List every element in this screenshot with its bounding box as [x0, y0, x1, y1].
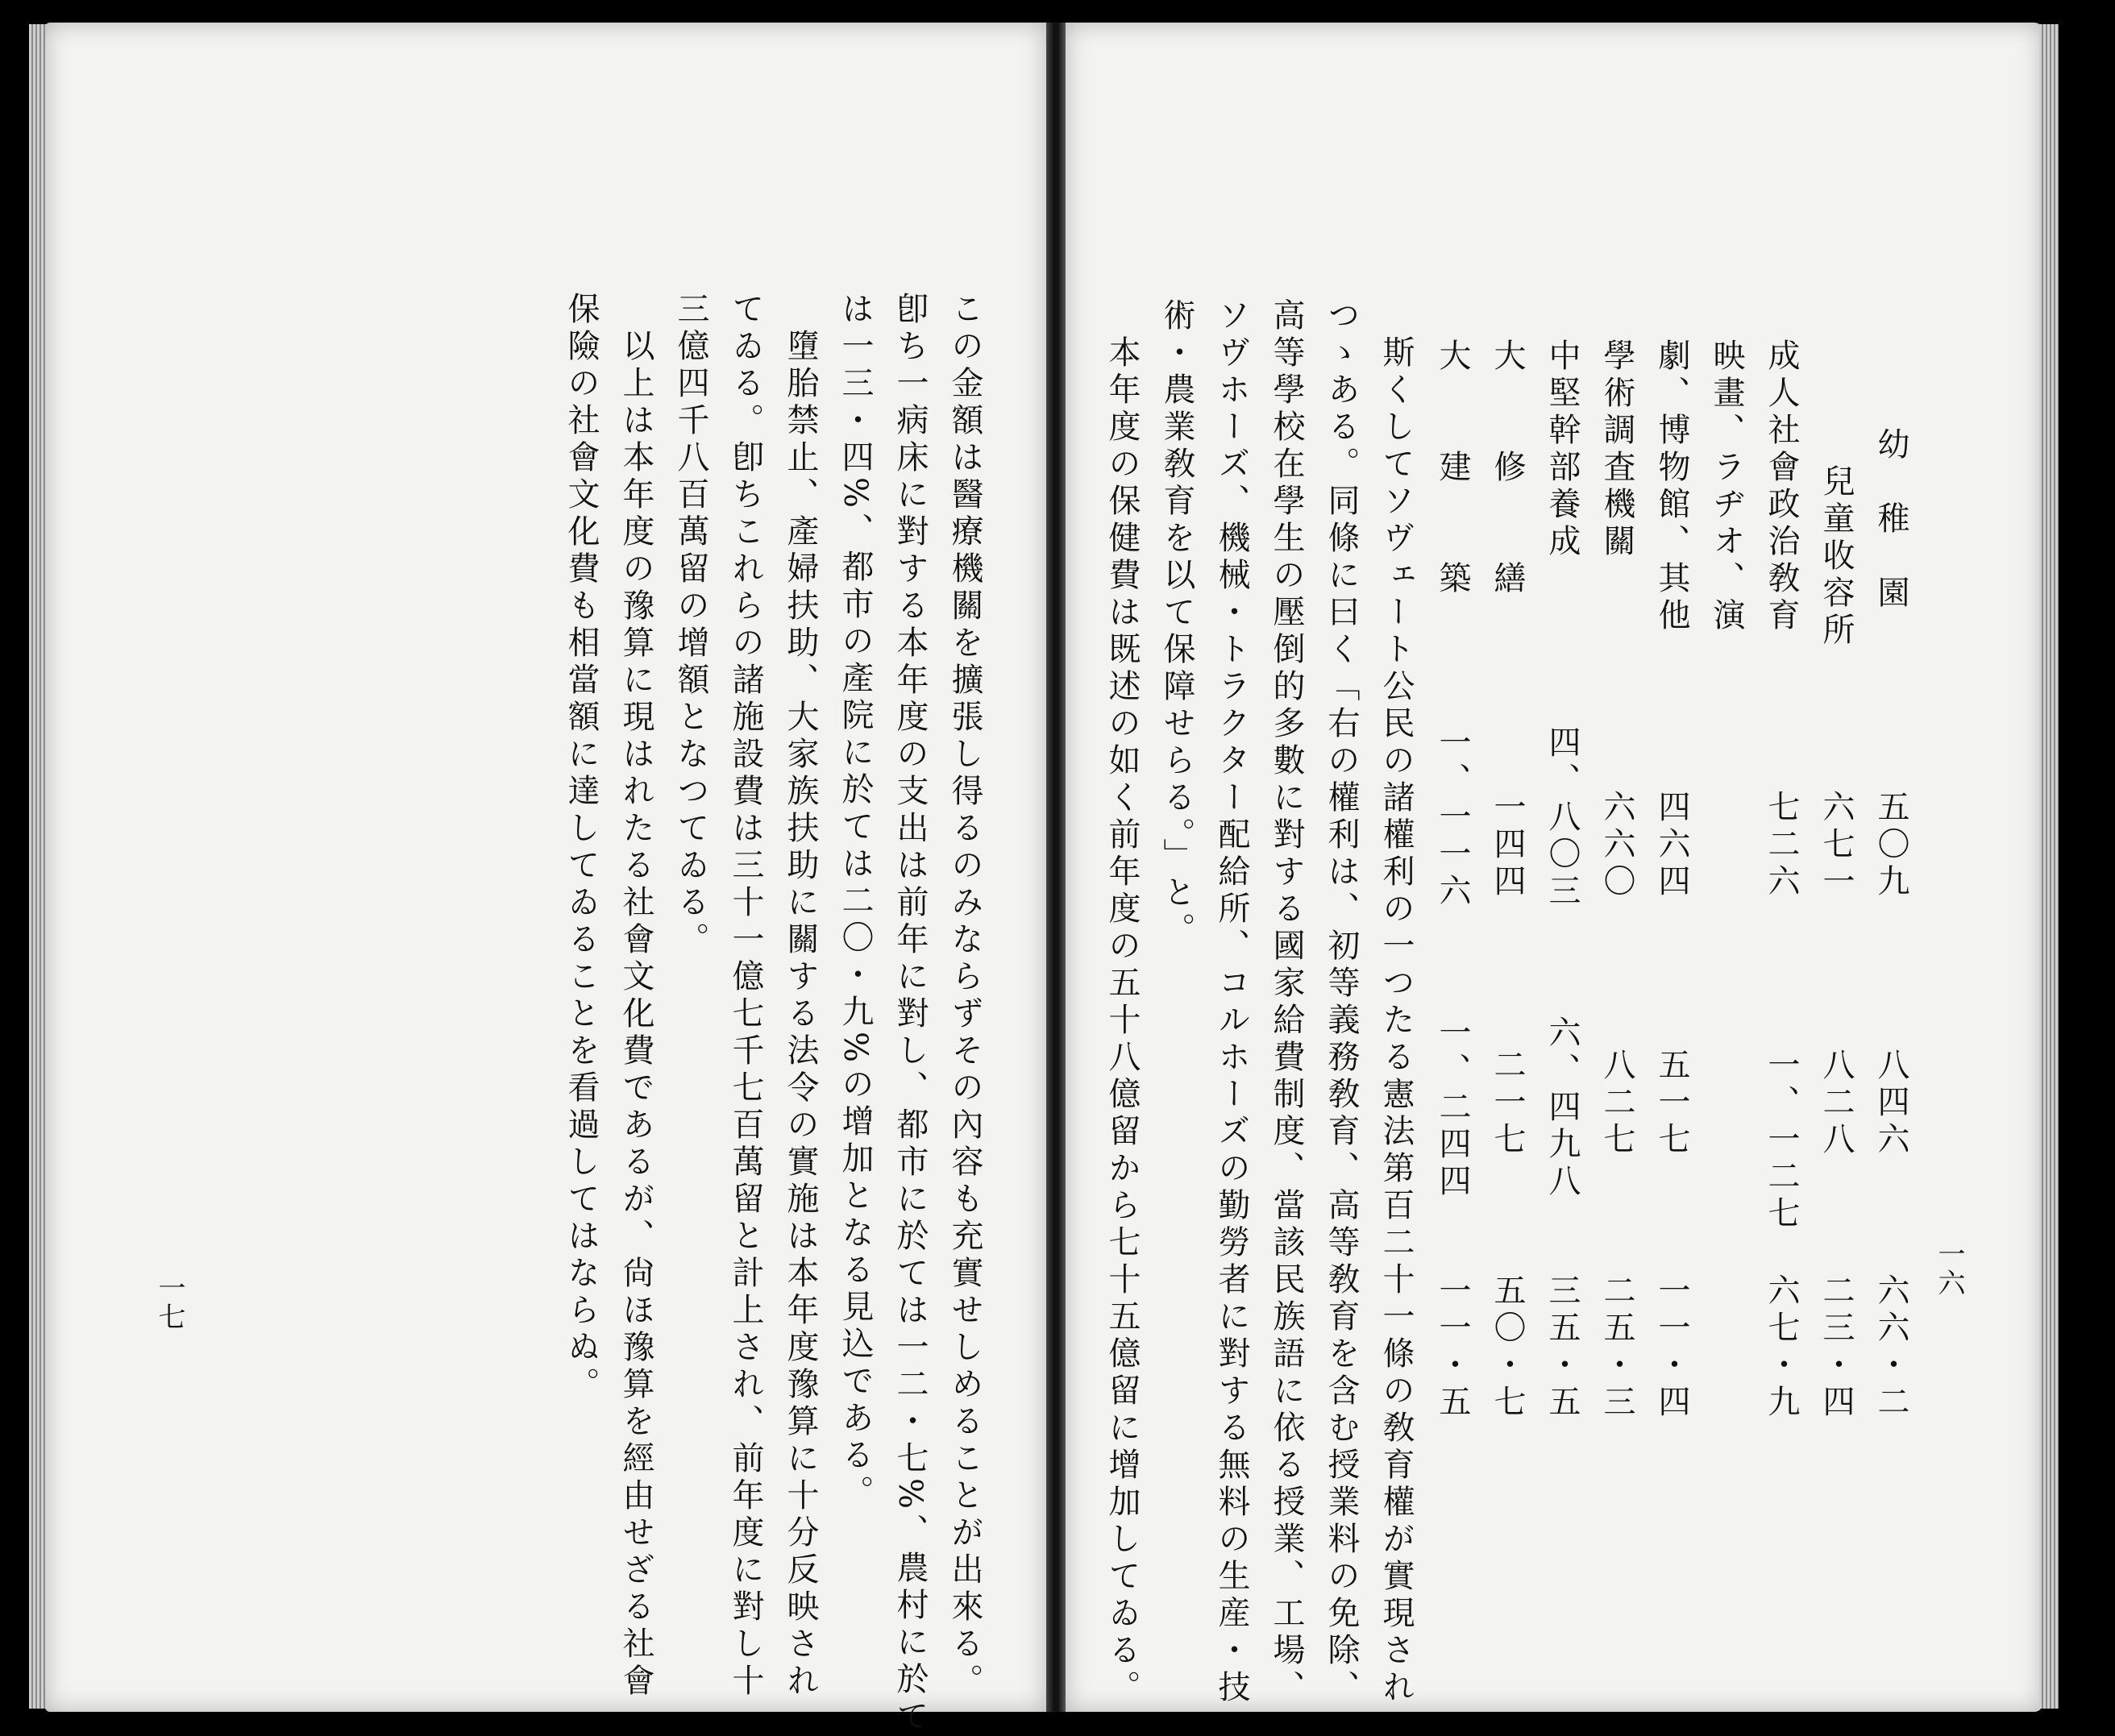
row-label: 大 修 繕	[1489, 338, 1526, 598]
page-number: 一六	[1933, 1240, 1965, 1298]
body-text-line: 術・農業敎育を以て保障せらる。」と。	[1158, 298, 1195, 949]
right-page-edges	[2039, 24, 2059, 1709]
row-value-3: 三五・五	[1544, 1273, 1581, 1422]
body-text-line: 以上は本年度の豫算に現はれたる社會文化費であるが、尙ほ豫算を經由せざる社會	[617, 292, 654, 1701]
row-value-3: 六六・二	[1872, 1273, 1909, 1422]
row-value-3: 一一・五	[1434, 1273, 1471, 1422]
row-value-3: 二三・四	[1818, 1273, 1855, 1422]
body-text-line: 本年度の保健費は既述の如く前年度の五十八億留から七十五億留に增加してゐる。	[1103, 298, 1141, 1707]
row-value-1: 四、八〇三	[1544, 725, 1581, 911]
row-value-1: 七二六	[1763, 790, 1800, 901]
table-row	[1485, 338, 1533, 1435]
table-row	[1759, 338, 1807, 1435]
book-gutter	[1046, 23, 1066, 1712]
page-number: 一七	[153, 1273, 185, 1331]
row-value-1: 六六〇	[1598, 790, 1635, 901]
row-value-2: 八四六	[1872, 1048, 1909, 1159]
table-row	[1430, 338, 1478, 1435]
row-value-1: 四六四	[1653, 790, 1690, 901]
body-text-line: ソヴホーズ、機械・トラクター配給所、コルホーズの勤勞者に對する無料の生産・技	[1213, 298, 1250, 1707]
table-row	[1649, 338, 1697, 1435]
body-text-line: この金額は醫療機關を擴張し得るのみならずその內容も充實せしめることが出來る。	[946, 292, 983, 1701]
row-label: 幼 稚 園	[1872, 427, 1909, 613]
row-label: 大 建 築	[1434, 338, 1471, 598]
body-text-line: 保險の社會文化費も相當額に達してゐることを看過してはならぬ。	[563, 292, 600, 1404]
table-row	[1704, 338, 1752, 1435]
body-text-line: は一三・四%、都市の產院に於ては二〇・九%の增加となる見込である。	[837, 292, 874, 1513]
body-text-line: 墮胎禁止、產婦扶助、大家族扶助に關する法令の實施は本年度豫算に十分反映され	[782, 292, 819, 1701]
row-value-3: 一一・四	[1653, 1273, 1690, 1422]
table-row	[1594, 338, 1643, 1435]
row-value-1: 一、一一六	[1434, 725, 1471, 911]
row-label: 成人社會政治敎育	[1763, 338, 1800, 635]
row-label: 學術調査機關	[1598, 338, 1635, 561]
row-value-2: 八二七	[1598, 1048, 1635, 1159]
body-text-line: 卽ち一病床に對する本年度の支出は前年に對し、都市に於ては一二・七%、農村に於て	[891, 292, 929, 1736]
table-row	[1814, 427, 1862, 1435]
row-value-2: 五一七	[1653, 1048, 1690, 1159]
row-value-2: 一、二四四	[1434, 1015, 1471, 1201]
body-text-line: 高等學校在學生の壓倒的多數に對する國家給費制度、當該民族語に依る授業、工場、	[1268, 298, 1305, 1707]
row-value-3: 五〇・七	[1489, 1273, 1526, 1422]
row-value-2: 一、一二七	[1763, 1048, 1800, 1233]
body-text-line: つゝある。同條に曰く「右の權利は、初等義務敎育、高等敎育を含む授業料の免除、	[1323, 298, 1360, 1707]
row-value-3: 二五・三	[1598, 1273, 1635, 1422]
row-value-2: 二一七	[1489, 1048, 1526, 1159]
row-value-1: 六七一	[1818, 790, 1855, 901]
row-label: 映畫、ラヂオ、演	[1708, 338, 1745, 635]
row-value-1: 五〇九	[1872, 790, 1909, 901]
left-page-edges	[29, 24, 47, 1709]
body-text-line: 三億四千八百萬留の增額となつてゐる。	[672, 292, 709, 959]
row-label: 劇、博物館、其他	[1653, 338, 1690, 635]
body-text-line: てゐる。卽ちこれらの諸施設費は三十一億七千七百萬留と計上され、前年度に對し十	[727, 292, 764, 1701]
row-value-2: 六、四九八	[1544, 1015, 1581, 1201]
row-value-3: 六七・九	[1763, 1273, 1800, 1422]
table-row	[1868, 427, 1917, 1435]
row-label: 中堅幹部養成	[1544, 338, 1581, 561]
row-value-1: 一四四	[1489, 790, 1526, 901]
row-value-2: 八二八	[1818, 1048, 1855, 1159]
body-text-line: 斯くしてソヴェート公民の諸權利の一つたる憲法第百二十一條の敎育權が實現され	[1377, 298, 1415, 1707]
row-label: 兒童收容所	[1818, 427, 1855, 650]
table-row	[1540, 338, 1588, 1435]
